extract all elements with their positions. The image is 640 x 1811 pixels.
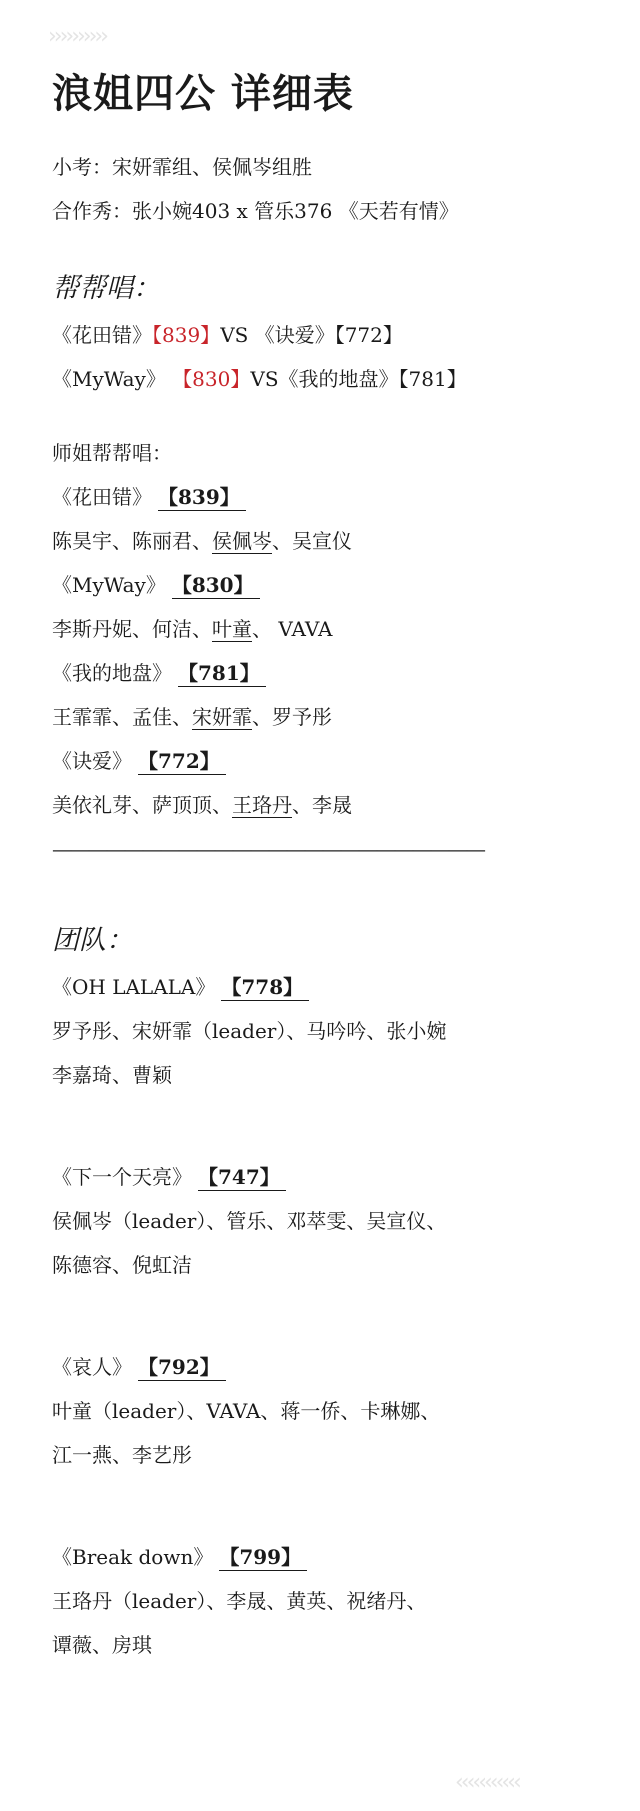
score: 【781】 [398,367,467,391]
performer-list [52,783,612,827]
song-title: 《花田错》 [52,323,152,347]
member-list: 江一燕、李艺彤 [52,1443,192,1467]
performer-names: 、罗予彤 [252,705,332,729]
score-winner: 【830】 [172,367,251,391]
song-row [52,475,612,519]
song-score: 【772】 [138,748,226,775]
song-row [52,1345,612,1389]
vs-label: VS [250,367,279,391]
member-list: 罗予彤、宋妍霏（leader）、马吟吟、张小婉 [52,1019,447,1043]
vs-label: VS [220,323,249,347]
song-row [52,1535,612,1579]
member-list: 侯佩岑（leader）、管乐、邓萃雯、吴宣仪、 [52,1209,447,1233]
song-title: 《花田错》 [52,485,152,509]
song-title: 《下一个天亮》 [52,1165,192,1189]
performer-list [52,607,612,651]
performer-names: 王霏霏、孟佳、 [52,705,192,729]
matchup-row [52,357,612,401]
leader-name: 叶童 [212,617,252,641]
song-title: 《诀爱》 [52,749,132,773]
performer-names: 、吴宣仪 [272,529,352,553]
song-row [52,651,612,695]
song-row [52,1155,612,1199]
song-title: 《MyWay》 [52,573,166,597]
song-score: 【799】 [219,1544,307,1571]
song-title: 《Break down》 [52,1545,214,1569]
performer-names: 、李晟 [292,793,352,817]
song-title: 《MyWay》 [52,367,166,391]
decorative-chevrons-top: ›››››››››› [48,24,106,49]
song-score: 【839】 [158,484,246,511]
leader-name: 王珞丹 [232,793,292,817]
song-title: 《OH LALALA》 [52,975,216,999]
song-score: 【792】 [138,1354,226,1381]
member-list: 李嘉琦、曹颖 [52,1063,172,1087]
song-score: 【781】 [178,660,266,687]
performer-list [52,695,612,739]
score-winner: 【839】 [152,323,221,347]
song-title: 《哀人》 [52,1355,132,1379]
song-title: 《我的地盘》 [52,661,172,685]
member-list: 王珞丹（leader）、李晟、黄英、祝绪丹、 [52,1589,427,1613]
performer-names: 、 VAVA [252,617,333,641]
collab-show-result: 合作秀：张小婉403 x 管乐376 《天若有情》 [52,199,459,223]
section-heading-team: 团队： [52,925,133,956]
member-list: 叶童（leader）、VAVA、蒋一侨、卡琳娜、 [52,1399,441,1423]
song-score: 【747】 [198,1164,286,1191]
decorative-chevrons-bottom: ‹‹‹‹‹‹‹‹‹‹‹ [455,1770,519,1795]
song-row [52,965,612,1009]
song-score: 【778】 [221,974,309,1001]
matchup-row [52,313,612,357]
leader-name: 侯佩岑 [212,529,272,553]
leader-name: 宋妍霏 [192,705,252,729]
quiz-result: 小考：宋妍霏组、侯佩岑组胜 [52,155,312,179]
score: 【772】 [334,323,403,347]
performer-names: 美依礼芽、萨顶顶、 [52,793,232,817]
score-sheet [52,62,612,1667]
page-title: 浪姐四公 详细表 [52,70,354,117]
song-row [52,739,612,783]
member-list: 陈德容、倪虹洁 [52,1253,192,1277]
section-heading-bangbang: 帮帮唱： [52,273,160,304]
song-title: 《我的地盘》 [278,367,399,391]
section-heading-senior: 师姐帮帮唱： [52,441,172,465]
section-divider: ———————————————————————— [52,837,484,861]
song-row [52,563,612,607]
performer-names: 李斯丹妮、何洁、 [52,617,212,641]
performer-names: 陈昊宇、陈丽君、 [52,529,212,553]
song-score: 【830】 [172,572,260,599]
member-list: 谭薇、房琪 [52,1633,152,1657]
performer-list [52,519,612,563]
song-title: 《诀爱》 [254,323,335,347]
